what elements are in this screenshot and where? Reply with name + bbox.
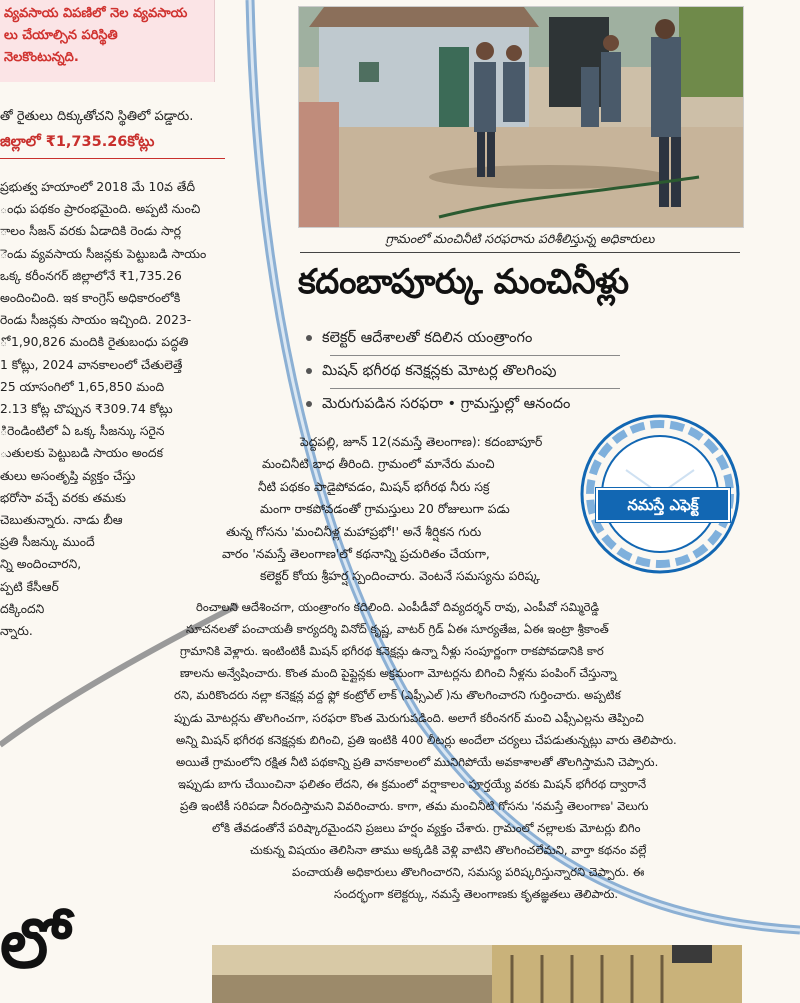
left-article-column [0, 0, 245, 1003]
left-paragraph-line: తులు అసంతృప్తి వ్యక్తం చేస్తు [0, 468, 136, 483]
article-body-line: రించాలని ఆదేశించగా, యంత్రాంగం కదిలింది. ఎంపీడీవో దివ్యదర్శన్ రావు, ఎంపీవో సమ్మిరెడ్డి [196, 600, 600, 614]
article-body-line: చుకున్న విషయం తెలిసినా తాము అక్కడికి వెళ్లి వాటిని తొలగించలేమని, వార్తా కథనం వల్లే [250, 843, 647, 858]
article-body-line: ప్పుడు మోటర్లను తొలగించగా, సరఫరా కొంత మెరుగుపడింది. అలాగే కరీంనగర్ మంచి ఎఫ్సీఎల్లను తెప్పించి [174, 710, 644, 725]
bullet-point [306, 396, 570, 416]
caption-rule [300, 252, 740, 253]
left-paragraph-line: 25 యాసంగిలో 1,65,850 మంది [0, 379, 165, 394]
photo-caption: గ్రామంలో మంచినీటి సరఫరాను పరిశీలిస్తున్న అధికారులు [385, 231, 655, 246]
article-body-line: నీటి పథకం పాడైపోవడం, మిషన్ భగీరథ నీరు సక్ర [258, 479, 490, 494]
bullet-text: మిషన్ భగీరథ కనెక్షన్లకు మోటర్ల తొలగింపు [322, 363, 557, 379]
article-body-line: ణాలను అన్వేషించారు. కొంత మంది పైప్లైన్లకు అక్రమంగా మోటర్లను బిగించి నీళ్లను పంపింగ్ చేస్తున్నా [180, 666, 617, 681]
left-paragraph-line: ఒక్క కరీంనగర్ జిల్లాలోనే ₹1,735.26 [0, 268, 182, 283]
article-body-line: గ్రామానికి వెళ్లారు. ఇంటింటికీ మిషన్ భగీరథ కనెక్షన్లు ఉన్నా నీళ్లు సంపూర్ణంగా రాకపోవడానికి కార [180, 644, 604, 659]
bullet-dot-icon [306, 335, 312, 341]
left-paragraph-line: 1 కోట్లు, 2024 వానకాలంలో చేతులెత్తే [0, 357, 183, 372]
left-paragraph-line: ంధు పథకం ప్రారంభమైంది. అప్పటి నుంచి [0, 202, 201, 217]
highlight-line: వ్యవసాయ విపణిలో నెల వ్యవసాయ [4, 6, 188, 21]
village-photo [298, 6, 744, 228]
left-paragraph-line: న్ని అందించారని, [0, 557, 82, 572]
left-paragraph-line: ెండు వ్యవసాయ సీజన్లకు పెట్టుబడి సాయం [0, 246, 207, 261]
article-body-line: మంచినీటి బాధ తీరింది. గ్రామంలో మానేరు మంచి [262, 457, 495, 472]
left-paragraph-line: భరోసా వచ్చే వరకు తమకు [0, 490, 126, 505]
bottom-photo [212, 945, 742, 1003]
left-paragraph-line: ిరెండింటిలో ఏ ఒక్క సీజన్కు సరైన [0, 424, 165, 439]
highlight-line: నెలకొంటున్నది. [4, 50, 79, 65]
bullet-point [306, 363, 557, 383]
article-body-line: తున్న గోసను 'మంచినీళ్ల మహాప్రభో!' అనే శీర్షికన గురు [226, 524, 482, 539]
subhead-underline [0, 158, 225, 159]
article-body-line: ప్రతి ఇంటికీ సరిపడా నీరందిస్తామని వివరించారు. కాగా, తమ మంచినీటి గోసను 'నమస్తే తెలంగాణ' వెలుగు [180, 798, 649, 813]
badge-label: నమస్తే ఎఫెక్ట్ [596, 488, 730, 522]
bullet-text: మెరుగుపడిన సరఫరా • గ్రామస్తుల్లో ఆనందం [322, 396, 571, 412]
article-body-line: అన్ని మిషన్ భగీరథ కనెక్షన్లకు బిగించి, ప్రతి ఇంటికి 400 లీటర్లు అందేలా చర్యలు చేపడుతున్నట్లు వారు తెలిపారు. [176, 732, 677, 747]
bullet-rule [330, 355, 620, 356]
article-body-line: లోకి తేవడంతోనే పరిష్కారమైందని ప్రజలు హర్షం వ్యక్తం చేశారు. గ్రామంలో నల్లాలకు మోటర్లు బిగిం [212, 821, 641, 835]
article-body-line: అయితే గ్రామంలోని రక్షిత నీటి పథకాన్ని ప్రతి వానకాలంలో మునిగిపోయే అవకాశాలతో తొలగిస్తామని చెప్పారు. [176, 754, 659, 769]
left-paragraph-line: దక్కిందని [0, 601, 45, 616]
photo-illustration [299, 7, 743, 227]
left-paragraph-line: ప్పటి కేసీఆర్ [0, 579, 59, 594]
article-body-line: సందర్భంగా కలెక్టర్కు, నమస్తే తెలంగాణకు కృతజ్ఞతలు తెలిపారు. [334, 887, 619, 902]
bullet-dot-icon [306, 401, 312, 407]
left-subhead: జిల్లాలో ₹1,735.26కోట్లు [0, 134, 155, 150]
article-body-line: వారం 'నమస్తే తెలంగాణ'లో కథనాన్ని ప్రచురితం చేయగా, [222, 547, 490, 561]
left-paragraph-line: ప్రభుత్వ హయాంలో 2018 మే 10వ తేదీ [0, 180, 196, 194]
left-paragraph-line: రెండు సీజన్లకు సాయం ఇచ్చింది. 2023- [0, 313, 192, 328]
bullet-rule [330, 388, 620, 389]
article-body-line: రని, మరికొందరు నల్లా కనెక్షన్ల వద్ద ఫ్లో కంట్రోల్ లాక్ (ఎఫ్సీఎల్ )ను తొలగించారని గుర్తించారు. అప్పటిక [174, 688, 621, 703]
bottom-photo-illustration [212, 945, 742, 1003]
article-body-line: పెద్దపల్లి, జూన్ 12(నమస్తే తెలంగాణ): కదంబాపూర్ [300, 435, 543, 449]
article-body-line: సూచనలతో పంచాయతీ కార్యదర్శి వినోద్ కృష్ణ, వాటర్ గ్రిడ్ ఏఈ సూర్యతేజ, ఏఈ ఇంట్రా శ్రీకాంత్ [186, 622, 609, 637]
bullet-point [306, 330, 532, 350]
intro-line: తో రైతులు దిక్కుతోచని స్థితిలో పడ్డారు. [0, 109, 194, 124]
highlight-box [0, 0, 215, 82]
bullet-text: కలెక్టర్ ఆదేశాలతో కదిలిన యంత్రాంగం [322, 330, 533, 346]
big-headline-fragment: లో [0, 905, 68, 984]
article-body-line: మంగా రాకపోవడంతో గ్రామస్తులు 20 రోజులుగా పడు [260, 502, 510, 517]
left-paragraph-line: ో 1,90,826 మందికి రైతుబంధు పద్ధతి [0, 335, 189, 350]
left-paragraph-line: ుతులకు పెట్టుబడి సాయం అందక [0, 446, 164, 461]
left-paragraph-line: ాలం సీజన్ వరకు ఏడాదికి రెండు సార్ల [0, 224, 182, 239]
highlight-line: లు చేయాల్సిన పరిస్థితి [4, 28, 118, 43]
left-paragraph-line: అందించింది. ఇక కాంగ్రెస్ అధికారంలోకి [0, 291, 181, 305]
article-headline: కదంబాపూర్కు మంచినీళ్లు [298, 262, 629, 302]
left-paragraph-line: న్నారు. [0, 624, 33, 638]
left-paragraph-line: చెబుతున్నారు. నాడు బీఆ [0, 513, 123, 527]
article-body-line: ఇప్పుడు బాగు చేయించినా ఫలితం లేదని, ఈ క్రమంలో వర్షాకాలం పూర్తయ్యే వరకు మిషన్ భగీరథ ద్వారానే [178, 776, 647, 791]
left-paragraph-line: ప్రతి సీజన్కు ముందే [0, 535, 95, 550]
left-paragraph-line: 2.13 కోట్ల చొప్పున ₹309.74 కోట్లు [0, 402, 173, 416]
article-body-line: పంచాయతీ అధికారులు తొలగించారని, సమస్య పరిష్కరిస్తున్నారని చెప్పారు. ఈ [292, 865, 645, 880]
article-body-line: కలెక్టర్ కోయ శ్రీహర్ష స్పందించారు. వెంటనే సమస్యను పరిష్క [260, 569, 540, 584]
bullet-dot-icon [306, 368, 312, 374]
